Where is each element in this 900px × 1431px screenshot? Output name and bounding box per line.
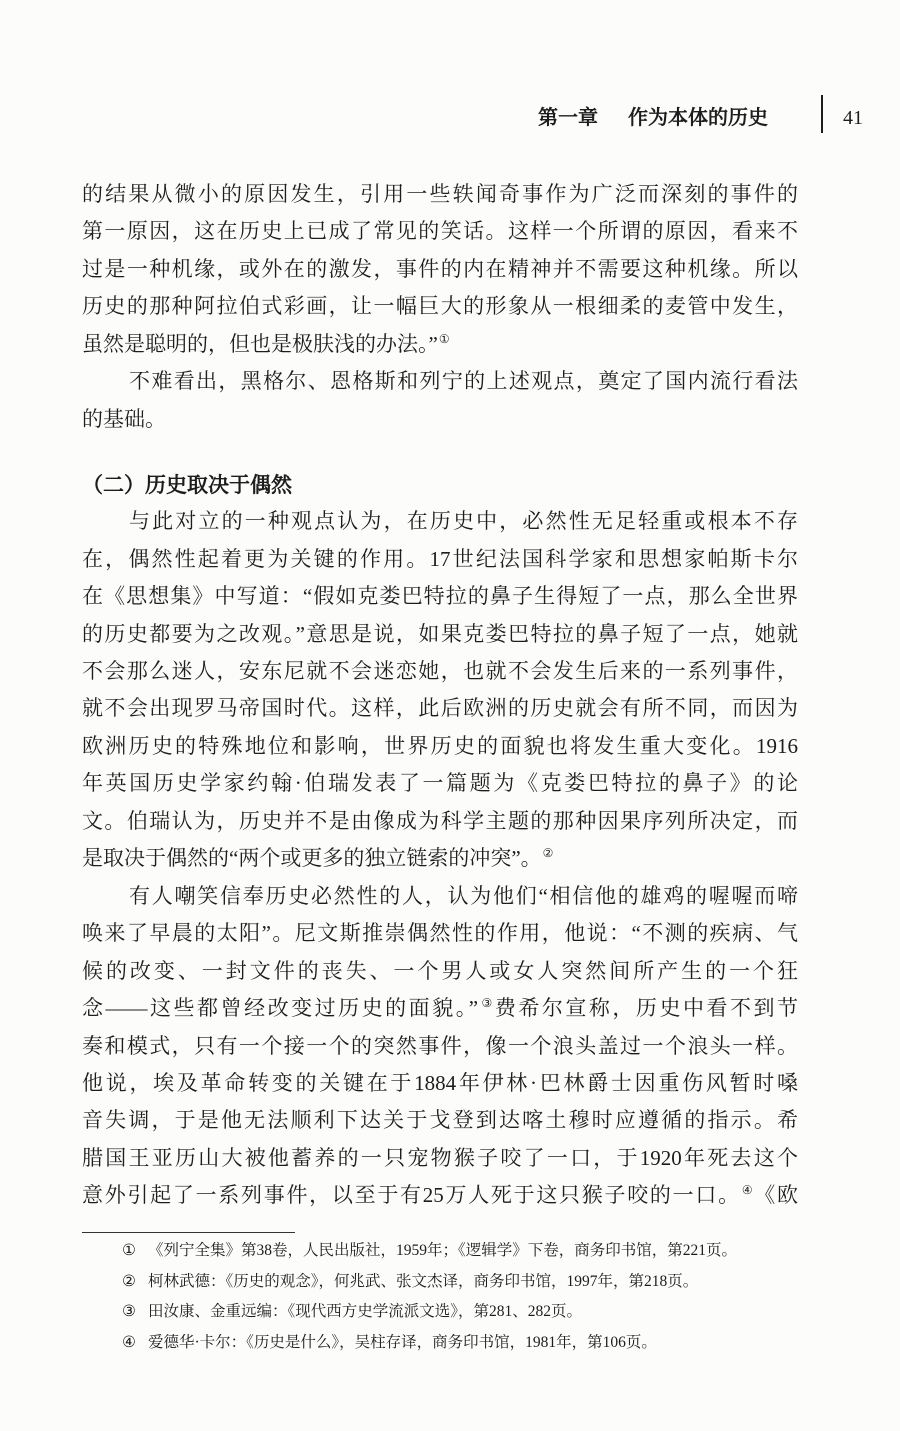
paragraph-line: 就不会出现罗马帝国时代。这样，此后欧洲的历史就会有所不同，而因为 (82, 696, 798, 721)
paragraph-line (82, 326, 798, 363)
footnote-text: 爱德华·卡尔：《历史是什么》，吴柱存译，商务印书馆，1981年，第106页。 (148, 1333, 657, 1351)
paragraph-line (82, 1177, 798, 1214)
header-divider (821, 95, 823, 133)
paragraph-line: 的基础。 (82, 406, 166, 431)
paragraph-line: 他说，埃及革命转变的关键在于1884年伊林·巴林爵士因重伤风暂时嗓 (82, 1070, 798, 1095)
paragraph-line: 第一原因，这在历史上已成了常见的笑话。这样一个所谓的原因，看来不 (82, 219, 798, 244)
paragraph-line: 唤来了早晨的太阳”。尼文斯推崇偶然性的作用，他说：“不测的疾病、气 (82, 921, 798, 946)
paragraph-line: 历史的那种阿拉伯式彩画，让一幅巨大的形象从一根细柔的麦管中发生， (82, 294, 798, 319)
paragraph-4 (82, 878, 798, 1215)
footnote-ref-3: ③ (479, 996, 495, 1011)
paragraph-line: 过是一种机缘，或外在的激发，事件的内在精神并不需要这种机缘。所以 (82, 256, 798, 281)
paragraph-line: 奏和模式，只有一个接一个的突然事件，像一个浪头盖过一个浪头一样。 (82, 1033, 798, 1058)
paragraph-line (82, 990, 798, 1027)
line-text: 是取决于偶然的“两个或更多的独立链索的冲突”。 (82, 846, 542, 871)
footnote-text: 田汝康、金重远编：《现代西方史学流派文选》，第281、282页。 (148, 1303, 583, 1321)
footnote-ref-4: ④ (741, 1183, 755, 1198)
footnote (82, 1328, 798, 1359)
line-text: 《欧 (754, 1183, 799, 1208)
page-number: 41 (843, 107, 863, 129)
footnote-mark: ① (122, 1242, 136, 1259)
footnote-mark: ④ (122, 1333, 136, 1351)
paragraph-3 (82, 503, 798, 877)
line-text: 念——这些都曾经改变过历史的面貌。” (82, 996, 479, 1021)
paragraph-line: 不会那么迷人，安东尼就不会迷恋她，也就不会发生后来的一系列事件， (82, 659, 798, 684)
paragraph-line: 音失调，于是他无法顺利下达关于戈登到达喀土穆时应遵循的指示。希 (82, 1108, 798, 1133)
section-heading: （二）历史取决于偶然 (82, 472, 292, 497)
paragraph-line: 的结果从微小的原因发生，引用一些轶闻奇事作为广泛而深刻的事件的 (82, 182, 798, 206)
running-header (538, 105, 768, 131)
paragraph-line: 与此对立的一种观点认为，在历史中，必然性无足轻重或根本不存 (129, 509, 798, 534)
footnote-mark: ② (122, 1272, 136, 1290)
footnote (82, 1267, 798, 1298)
footnote (82, 1236, 798, 1267)
paragraph-line: 的历史都要为之改观。”意思是说，如果克娄巴特拉的鼻子短了一点，她就 (82, 621, 798, 646)
line-text: 虽然是聪明的，但也是极肤浅的办法。” (82, 331, 438, 356)
footnotes (82, 1236, 798, 1358)
line-text: 意外引起了一系列事件，以至于有25万人死于这只猴子咬的一口。 (82, 1183, 741, 1208)
footnote-separator (82, 1232, 295, 1233)
footnote-text: 《列宁全集》第38卷，人民出版社，1959年；《逻辑学》下卷，商务印书馆，第221页。 (148, 1242, 738, 1259)
paragraph-line: 在《思想集》中写道：“假如克娄巴特拉的鼻子生得短了一点，那么全世界 (82, 584, 798, 609)
paragraph-line: 年英国历史学家约翰·伯瑞发表了一篇题为《克娄巴特拉的鼻子》的论 (82, 771, 798, 796)
paragraph-2 (82, 363, 798, 438)
paragraph-line: 不难看出，黑格尔、恩格斯和列宁的上述观点，奠定了国内流行看法 (129, 369, 798, 394)
paragraph-line: 腊国王亚历山大被他蓄养的一只宠物猴子咬了一口，于1920年死去这个 (82, 1145, 798, 1170)
paragraph-line: 欧洲历史的特殊地位和影响，世界历史的面貌也将发生重大变化。1916 (82, 733, 798, 758)
paragraph-line: 在，偶然性起着更为关键的作用。17世纪法国科学家和思想家帕斯卡尔 (82, 546, 798, 571)
paragraph-line: 文。伯瑞认为，历史并不是由像成为科学主题的那种因果序列所决定，而 (82, 808, 798, 833)
chapter-title: 作为本体的历史 (628, 107, 768, 129)
footnote-mark: ③ (122, 1303, 136, 1321)
paragraph-line: 候的改变、一封文件的丧失、一个男人或女人突然间所产生的一个狂 (82, 958, 798, 983)
paragraph-line (82, 840, 798, 877)
footnote-ref-1: ① (438, 331, 450, 346)
line-text: 费希尔宣称，历史中看不到节 (494, 996, 799, 1021)
footnote (82, 1297, 798, 1328)
paragraph-line: 有人嘲笑信奉历史必然性的人，认为他们“相信他的雄鸡的喔喔而啼 (129, 883, 798, 908)
paragraph-1 (82, 176, 798, 363)
chapter-label: 第一章 (538, 107, 598, 129)
footnote-text: 柯林武德：《历史的观念》，何兆武、张文杰译，商务印书馆，1997年，第218页。 (148, 1272, 699, 1290)
footnote-ref-2: ② (542, 846, 554, 861)
